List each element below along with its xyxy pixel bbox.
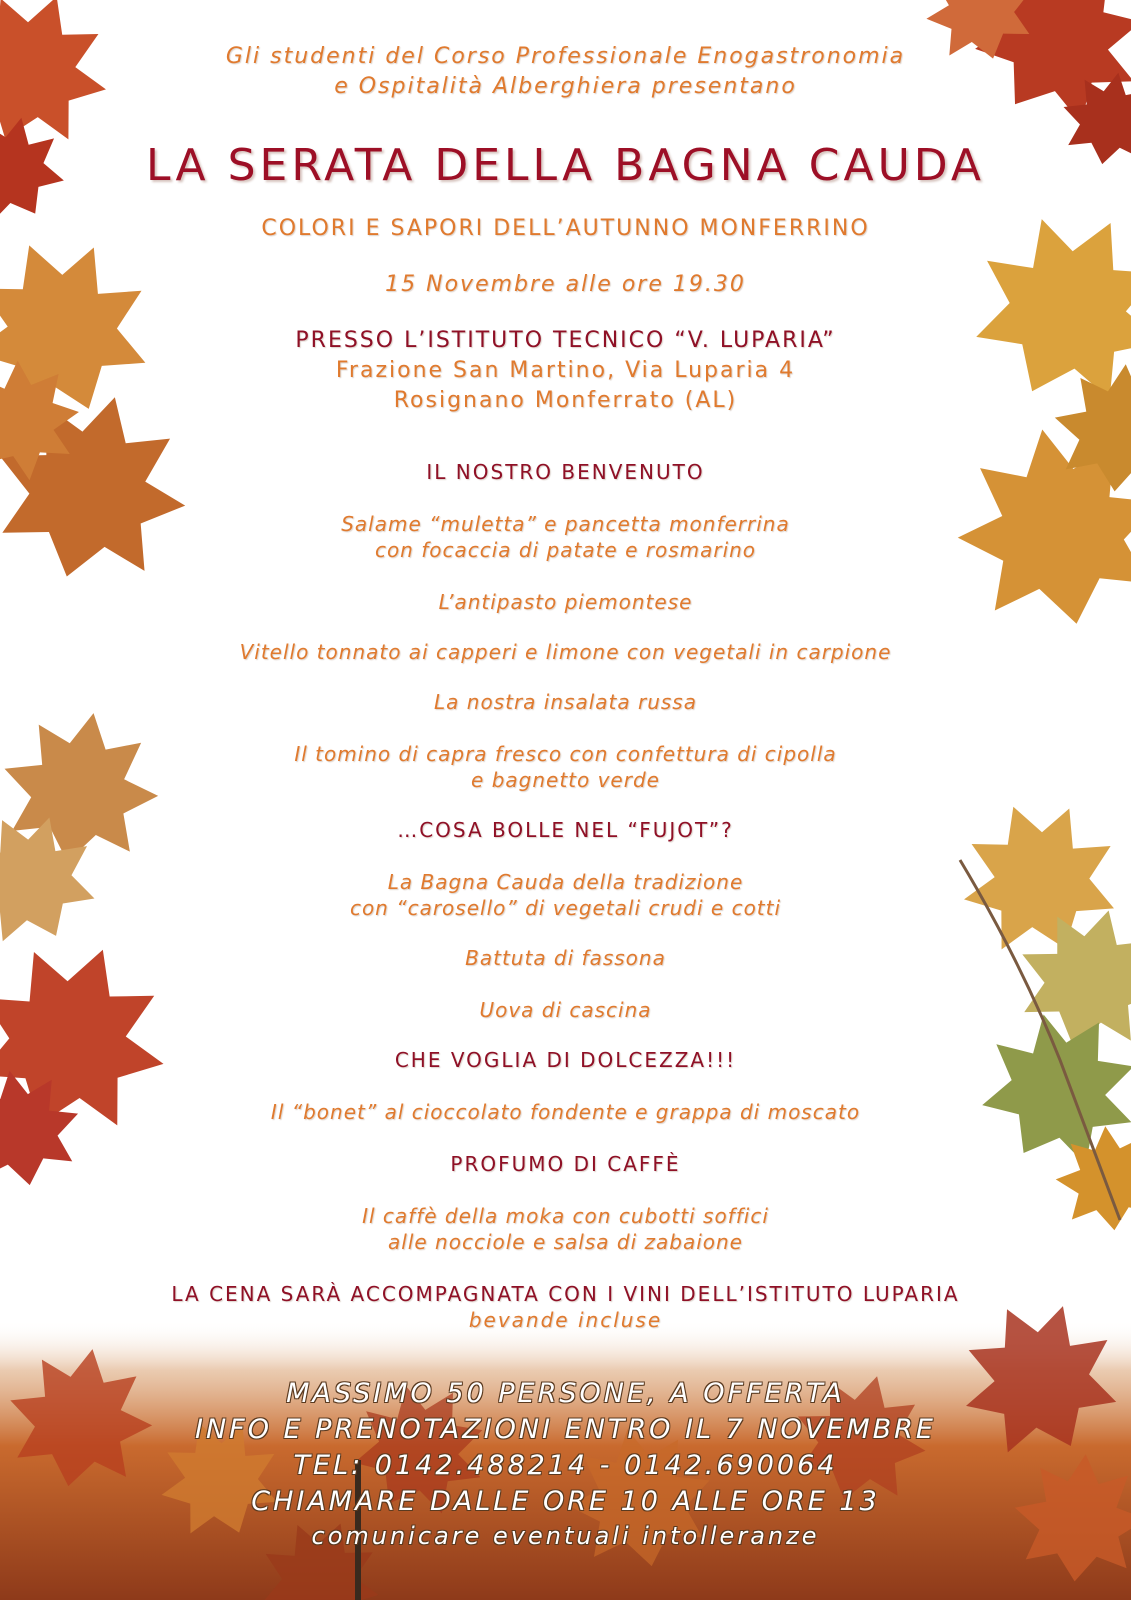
menu-heading-coffee: PROFUMO DI CAFFÈ [450,1152,681,1176]
footer-hours: CHIAMARE DALLE ORE 10 ALLE ORE 13 [251,1486,880,1517]
menu-item: Uova di cascina [479,998,652,1022]
footer-intolerances: comunicare eventuali intolleranze [311,1522,820,1550]
footer-phone: TEL: 0142.488214 - 0142.690064 [293,1450,838,1481]
menu-item: Salame “muletta” e pancetta monferrina [341,512,790,536]
menu-item: e bagnetto verde [471,768,660,792]
menu-item: Il “bonet” al cioccolato fondente e grappa di moscato [270,1100,861,1124]
menu-heading-welcome: IL NOSTRO BENVENUTO [426,460,705,484]
menu-heading-antipasto: L’antipasto piemontese [438,590,693,614]
menu-item: La nostra insalata russa [434,690,697,714]
menu-heading-fujot: …COSA BOLLE NEL “FUJOT”? [397,818,734,842]
intro-line-1: Gli studenti del Corso Professionale Enogastronomia [225,44,906,69]
drinks-included: bevande incluse [468,1308,663,1332]
event-title: LA SERATA DELLA BAGNA CAUDA [145,140,985,191]
footer-booking: INFO E PRENOTAZIONI ENTRO IL 7 NOVEMBRE [195,1414,936,1445]
menu-item: con focaccia di patate e rosmarino [374,538,757,562]
menu-heading-dessert: CHE VOGLIA DI DOLCEZZA!!! [394,1048,737,1072]
venue-name: PRESSO L’ISTITUTO TECNICO “V. LUPARIA” [295,328,836,353]
menu-item: con “carosello” di vegetali crudi e cotti [349,896,782,920]
venue-address-1: Frazione San Martino, Via Luparia 4 [335,358,796,383]
venue-address-2: Rosignano Monferrato (AL) [393,388,738,413]
event-subtitle: COLORI E SAPORI DELL’AUTUNNO MONFERRINO [261,216,870,241]
menu-item: Il tomino di capra fresco con confettura di cipolla [294,742,837,766]
leaf-cluster-top-left [0,0,130,241]
footer-capacity: MASSIMO 50 PERSONE, A OFFERTA [286,1378,845,1409]
wine-note: LA CENA SARÀ ACCOMPAGNATA CON I VINI DELL’ISTITUTO LUPARIA [171,1282,960,1306]
menu-item: alle nocciole e salsa di zabaione [388,1230,743,1254]
menu-item: Battuta di fassona [465,946,666,970]
intro-line-2: e Ospitalità Alberghiera presentano [334,74,797,99]
event-date: 15 Novembre alle ore 19.30 [385,272,746,297]
menu-item: Vitello tonnato ai capperi e limone con vegetali in carpione [239,640,892,664]
menu-item: Il caffè della moka con cubotti soffici [362,1204,769,1228]
menu-item: La Bagna Cauda della tradizione [387,870,744,894]
